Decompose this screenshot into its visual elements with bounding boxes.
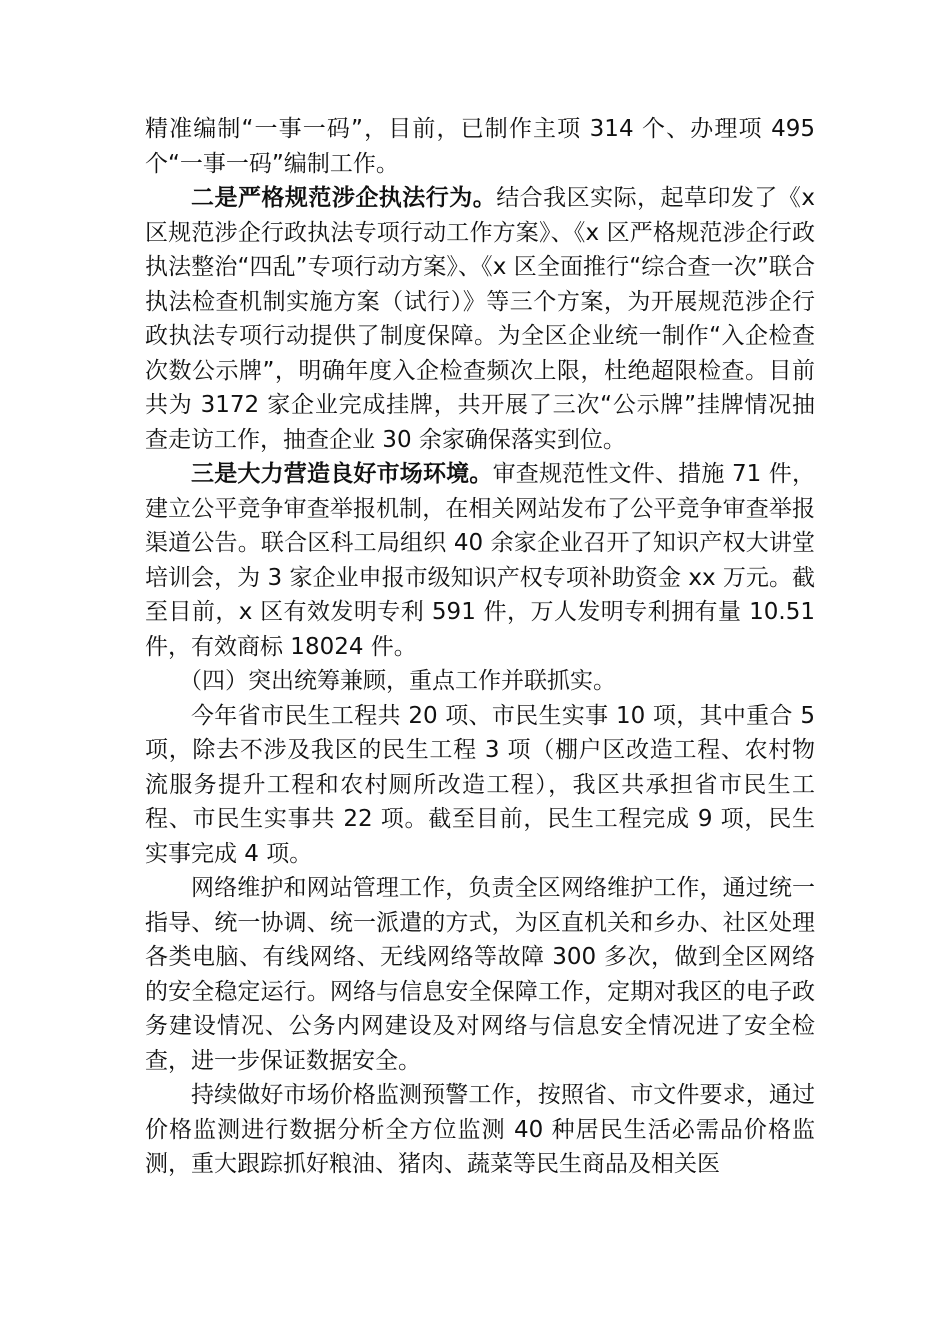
- paragraph-text: 持续做好市场价格监测预警工作，按照省、市文件要求，通过价格监测进行数据分析全方位监测 40 种居民生活必需品价格监测，重大跟踪抓好粮油、猪肉、蔬菜等民生商品及相关医: [145, 1082, 815, 1177]
- paragraph-text: 今年省市民生工程共 20 项、市民生实事 10 项，其中重合 5 项，除去不涉及我区的民生工程 3 项（棚户区改造工程、农村物流服务提升工程和农村厕所改造工程），我区共承担省市民生工程、市民生实事共 22 项。截至目前，民生工程完成 9 项，民生实事完成 4 项。: [145, 702, 815, 867]
- paragraph-livelihood-projects: [145, 699, 815, 872]
- paragraph-strict-enforcement: [145, 181, 815, 457]
- paragraph-text: 精准编制“一事一码”，目前，已制作主项 314 个、办理项 495 个“一事一码”编制工作。: [145, 116, 815, 177]
- section-heading: [145, 664, 815, 699]
- section-heading-text: （四）突出统筹兼顾，重点工作并联抓实。: [179, 668, 616, 694]
- paragraph-text: 结合我区实际，起草印发了《x 区规范涉企行政执法专项行动工作方案》、《x 区严格规范涉企行政执法整治“四乱”专项行动方案》、《x 区全面推行“综合查一次”联合执法检查机制实施方案（试行）》等三个方案，为开展规范涉企行政执法专项行动提供了制度保障。为全区企业统一制作“入企检查次数公示牌”，明确年度入企检查频次上限，杜绝超限检查。目前共为 3172 家企业完成挂牌，共开展了三次“公示牌”挂牌情况抽查走访工作，抽查企业 30 余家确保落实到位。: [145, 185, 815, 453]
- paragraph-market-environment: [145, 457, 815, 664]
- paragraph-text: 审查规范性文件、措施 71 件，建立公平竞争审查举报机制，在相关网站发布了公平竞争审查举报渠道公告。联合区科工局组织 40 余家企业召开了知识产权大讲堂培训会，为 3 家企业申报市级知识产权专项补助资金 xx 万元。截至目前，x 区有效发明专利 591 件，万人发明专利拥有量 10.51 件，有效商标 18024 件。: [145, 461, 816, 660]
- paragraph-continuation: [145, 112, 815, 181]
- paragraph-price-monitoring: [145, 1078, 815, 1182]
- paragraph-lead-heading: 二是严格规范涉企执法行为。: [191, 185, 497, 211]
- paragraph-text: 网络维护和网站管理工作，负责全区网络维护工作，通过统一指导、统一协调、统一派遣的方式，为区直机关和乡办、社区处理各类电脑、有线网络、无线网络等故障 300 多次，做到全区网络的安全稳定运行。网络与信息安全保障工作，定期对我区的电子政务建设情况、公务内网建设及对网络与信息安全情况进了安全检查，进一步保证数据安全。: [145, 875, 815, 1074]
- paragraph-network-maintenance: [145, 871, 815, 1078]
- paragraph-lead-heading: 三是大力营造良好市场环境。: [191, 461, 493, 487]
- document-page: [145, 112, 815, 1182]
